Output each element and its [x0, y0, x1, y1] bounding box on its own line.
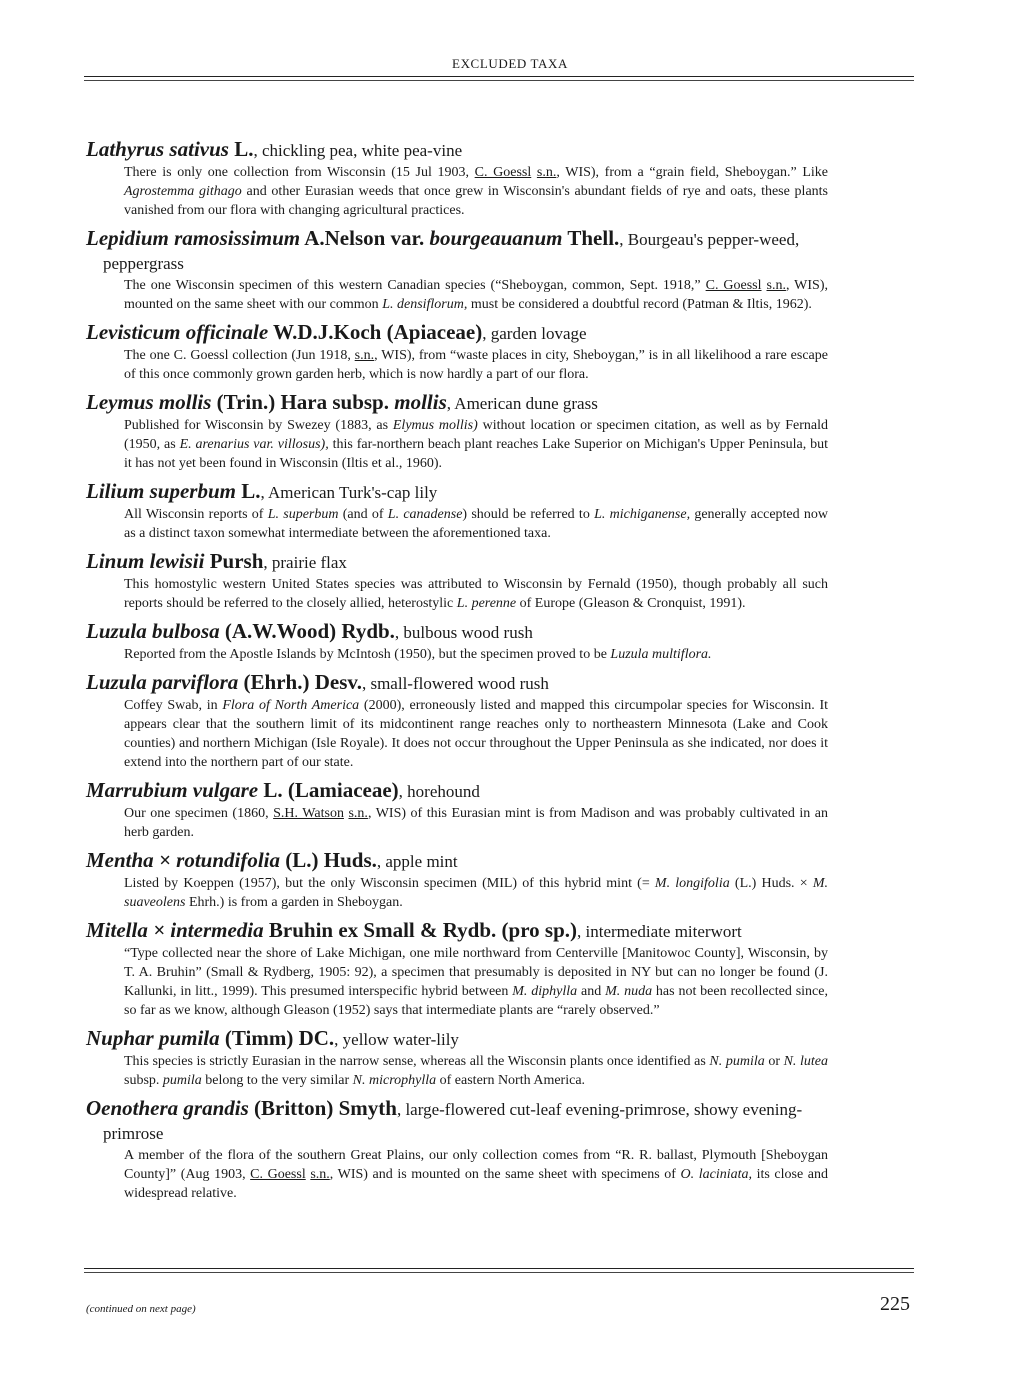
common-name: , American dune grass	[446, 394, 598, 413]
running-header: EXCLUDED TAXA	[452, 56, 568, 71]
taxon-heading	[86, 620, 828, 644]
taxon-description	[86, 346, 828, 384]
specimen-number: s.n.	[348, 806, 368, 821]
common-name: , prairie flax	[263, 553, 347, 572]
common-name: , chickling pea, white pea-vine	[253, 141, 463, 160]
desc-italic: Flora of North America	[222, 698, 360, 713]
desc-italic: Agrostemma githago	[124, 184, 242, 199]
taxon-name: Linum lewisii	[86, 549, 205, 573]
taxon-name: Leymus mollis	[86, 390, 212, 414]
taxon-description	[86, 1052, 828, 1090]
desc-italic: L. perenne	[456, 596, 517, 611]
taxon-description	[86, 944, 828, 1020]
taxon-heading	[86, 138, 828, 162]
desc-text: Published for Wisconsin by Swezey (1883, as	[124, 418, 393, 433]
desc-italic: M. diphylla	[512, 984, 578, 999]
taxon-author: (Timm) DC.	[219, 1026, 335, 1050]
desc-text: this far-northern beach plant reaches Lake Superior on Michigan's Upper Peninsula, but it has not yet been found in Wisconsin (Iltis et al., 1960).	[124, 437, 829, 471]
taxon-author: (A.W.Wood) Rydb.	[219, 619, 395, 643]
taxon-author: Thell.	[562, 226, 620, 250]
desc-italic: L. michiganense,	[594, 507, 691, 522]
taxon-entry-nuphar-pumila	[86, 1027, 828, 1090]
desc-text: subsp.	[124, 1073, 163, 1088]
taxon-author: L. (Lamiaceae)	[258, 778, 399, 802]
desc-italic: L. densiflorum,	[382, 297, 468, 312]
desc-text: of eastern North America.	[436, 1073, 586, 1088]
desc-text: This species is strictly Eurasian in the narrow sense, whereas all the Wisconsin plants once identified as	[124, 1054, 710, 1069]
taxon-heading	[86, 391, 828, 415]
common-name: , large-flowered cut-leaf evening-primrose, showy evening-primrose	[103, 1100, 803, 1143]
common-name: , small-flowered wood rush	[361, 674, 549, 693]
desc-italic: M. suaveolens	[124, 876, 828, 910]
taxon-heading	[86, 480, 828, 504]
collector-name: C. Goessl	[250, 1167, 306, 1182]
common-name: , intermediate miterwort	[577, 922, 742, 941]
taxon-description	[86, 645, 828, 664]
excluded-taxa-list	[86, 138, 828, 1210]
desc-italic: N. pumila	[709, 1054, 765, 1069]
desc-text: “Type collected near the shore of Lake Michigan, one mile northward from Centerville [Manitowoc County], Wisconsin, by T. A. Bruhin” (Small & Rydberg, 1905: 92), a specimen that presumably is deposited in NY but can no longer be found (J. Kallunki, in litt., 1999). This presumed interspecific hybrid between	[124, 946, 828, 999]
desc-italic: N. lutea	[783, 1054, 828, 1069]
taxon-heading	[86, 849, 828, 873]
desc-text: Our one specimen (1860,	[124, 806, 274, 821]
taxon-heading	[86, 321, 828, 345]
taxon-heading	[86, 550, 828, 574]
taxon-author: (Britton) Smyth	[248, 1096, 397, 1120]
desc-italic: M. nuda	[605, 984, 653, 999]
desc-italic: L. superbum	[267, 507, 339, 522]
taxon-description	[86, 575, 828, 613]
taxon-heading	[86, 1097, 828, 1145]
common-name: , yellow water-lily	[334, 1030, 459, 1049]
common-name: , garden lovage	[482, 324, 587, 343]
taxon-author: (L.) Huds.	[280, 848, 377, 872]
taxon-entry-linum-lewisii	[86, 550, 828, 613]
desc-text: (and of	[338, 507, 388, 522]
taxon-author: Pursh	[204, 549, 264, 573]
taxon-entry-oenothera-grandis	[86, 1097, 828, 1203]
taxon-description	[86, 163, 828, 220]
specimen-number: s.n.	[766, 278, 786, 293]
taxon-entry-levisticum-officinale	[86, 321, 828, 384]
taxon-author: (Trin.) Hara subsp.	[211, 390, 395, 414]
desc-italic: Luzula multiflora.	[610, 647, 712, 662]
taxon-heading	[86, 919, 828, 943]
specimen-number: s.n.	[310, 1167, 330, 1182]
desc-text: or	[764, 1054, 784, 1069]
common-name: , horehound	[398, 782, 480, 801]
specimen-number: s.n.	[354, 348, 375, 363]
desc-text: The one C. Goessl collection (Jun 1918,	[124, 348, 355, 363]
header-rule-secondary	[84, 80, 914, 81]
specimen-number: s.n.	[536, 165, 557, 180]
desc-text: A member of the flora of the southern Great Plains, our only collection comes from “R. R. ballast, Plymouth [Sheboygan County]” (Aug 1903,	[124, 1148, 828, 1182]
taxon-entry-lilium-superbum	[86, 480, 828, 543]
taxon-description	[86, 276, 828, 314]
taxon-heading	[86, 671, 828, 695]
desc-text: All Wisconsin reports of	[124, 507, 268, 522]
desc-text: generally accepted now as a distinct taxon somewhat intermediate between the aforementioned taxa.	[124, 507, 828, 541]
taxon-name: Mitella × intermedia	[86, 918, 264, 942]
collector-name: C. Goessl	[474, 165, 532, 180]
desc-text: The one Wisconsin specimen of this western Canadian species (“Sheboygan, common, Sept. 1918,”	[124, 278, 706, 293]
taxon-entry-luzula-parviflora	[86, 671, 828, 772]
taxon-name: Nuphar pumila	[86, 1026, 220, 1050]
taxon-description	[86, 505, 828, 543]
taxon-description	[86, 696, 828, 772]
desc-text: has not been recollected since, so far as we know, although Gleason (1952) says that intermediate plants are “rarely observed.”	[124, 984, 828, 1018]
taxon-entry-mentha-rotundifolia	[86, 849, 828, 912]
desc-italic: O. laciniata,	[680, 1167, 752, 1182]
desc-text: Reported from the Apostle Islands by McIntosh (1950), but the specimen proved to be	[124, 647, 611, 662]
taxon-description	[86, 804, 828, 842]
desc-text: must be considered a doubtful record (Patman & Iltis, 1962).	[467, 297, 812, 312]
desc-italic: Elymus mollis)	[392, 418, 478, 433]
taxon-heading	[86, 779, 828, 803]
desc-italic: N. microphylla	[352, 1073, 437, 1088]
taxon-heading	[86, 227, 828, 275]
desc-text: (2000), erroneously listed and mapped this circumpolar species for Wisconsin. It appears clear that the southern limit of its midcontinent range reaches only to northeastern Minnesota (Lake and Cook counties) and northern Michigan (Isle Royale). It does not occur throughout the Upper Peninsula as she indicated, nor does it extend into the northern part of our state.	[124, 698, 829, 770]
footer-rule	[84, 1268, 914, 1269]
desc-text: , WIS), from a “grain field, Sheboygan.” Like	[556, 165, 829, 180]
desc-text: without location or specimen citation, as well as by Fernald (1950, as	[124, 418, 828, 452]
desc-text: , WIS) and is mounted on the same sheet with specimens of	[329, 1167, 681, 1182]
taxon-name: Lathyrus sativus	[86, 137, 229, 161]
desc-text: (L.) Huds. ×	[729, 876, 813, 891]
collector-name: S.H. Watson	[273, 806, 344, 821]
common-name: , bulbous wood rush	[394, 623, 533, 642]
desc-text: , WIS), from “waste places in city, Sheboygan,” is in all likelihood a rare escape of this once commonly grown garden herb, which is now hardly a part of our flora.	[124, 348, 828, 382]
taxon-name: Marrubium vulgare	[86, 778, 259, 802]
taxon-entry-mitella-intermedia	[86, 919, 828, 1020]
header-rule	[84, 76, 914, 77]
taxon-author: A.Nelson var.	[300, 226, 430, 250]
taxon-author: W.D.J.Koch (Apiaceae)	[268, 320, 483, 344]
page-number: 225	[880, 1293, 910, 1315]
taxon-name: Luzula bulbosa	[86, 619, 220, 643]
taxon-author: Bruhin ex Small & Rydb. (pro sp.)	[263, 918, 577, 942]
desc-text: and other Eurasian weeds that once grew in Wisconsin's abundant fields of rye and oats, these plants vanished from our flora with changing agricultural practices.	[124, 184, 828, 218]
desc-text: ) should be referred to	[462, 507, 595, 522]
taxon-heading	[86, 1027, 828, 1051]
taxon-entry-lepidium-ramosissimum	[86, 227, 828, 314]
common-name: , apple mint	[376, 852, 458, 871]
taxon-name: Oenothera grandis	[86, 1096, 249, 1120]
desc-text: , WIS), mounted on the same sheet with our common	[124, 278, 828, 312]
taxon-name: Mentha × rotundifolia	[86, 848, 281, 872]
desc-text: Ehrh.) is from a garden in Sheboygan.	[185, 895, 403, 910]
taxon-entry-lathyrus-sativus	[86, 138, 828, 220]
taxon-author: (Ehrh.) Desv.	[238, 670, 362, 694]
desc-text: its close and widespread relative.	[124, 1167, 828, 1201]
taxon-author: L.	[235, 479, 261, 503]
taxon-entry-luzula-bulbosa	[86, 620, 828, 664]
desc-text: This homostylic western United States species was attributed to Wisconsin by Fernald (1950), though probably all such reports should be referred to the closely allied, heterostylic	[124, 577, 828, 611]
taxon-description	[86, 1146, 828, 1203]
common-name: , American Turk's-cap lily	[260, 483, 438, 502]
common-name: , Bourgeau's pepper-weed, peppergrass	[103, 230, 800, 273]
desc-text: Coffey Swab, in	[124, 698, 223, 713]
taxon-entry-marrubium-vulgare	[86, 779, 828, 842]
footer-rule-secondary	[84, 1272, 914, 1273]
desc-text: belong to the very similar	[201, 1073, 353, 1088]
taxon-variety: bourgeauanum	[429, 226, 563, 250]
desc-italic: pumila	[162, 1073, 202, 1088]
desc-italic: M. longifolia	[654, 876, 730, 891]
collector-name: C. Goessl	[705, 278, 762, 293]
taxon-description	[86, 874, 828, 912]
desc-text: , WIS) of this Eurasian mint is from Madison and was probably cultivated in an herb garden.	[124, 806, 829, 840]
taxon-name: Levisticum officinale	[86, 320, 269, 344]
taxon-name: Lepidium ramosissimum	[86, 226, 301, 250]
desc-text: Listed by Koeppen (1957), but the only Wisconsin specimen (MIL) of this hybrid mint (=	[124, 876, 655, 891]
taxon-entry-leymus-mollis	[86, 391, 828, 473]
continued-note: (continued on next page)	[86, 1303, 196, 1315]
desc-italic: L. canadense	[387, 507, 463, 522]
taxon-subspecies: mollis	[394, 390, 447, 414]
taxon-author: L.	[228, 137, 254, 161]
taxon-name: Lilium superbum	[86, 479, 236, 503]
desc-italic: E. arenarius var. villosus),	[179, 437, 329, 452]
taxon-name: Luzula parviflora	[86, 670, 239, 694]
taxon-description	[86, 416, 828, 473]
desc-text: of Europe (Gleason & Cronquist, 1991).	[516, 596, 746, 611]
desc-text: and	[577, 984, 606, 999]
desc-text: There is only one collection from Wisconsin (15 Jul 1903,	[124, 165, 475, 180]
